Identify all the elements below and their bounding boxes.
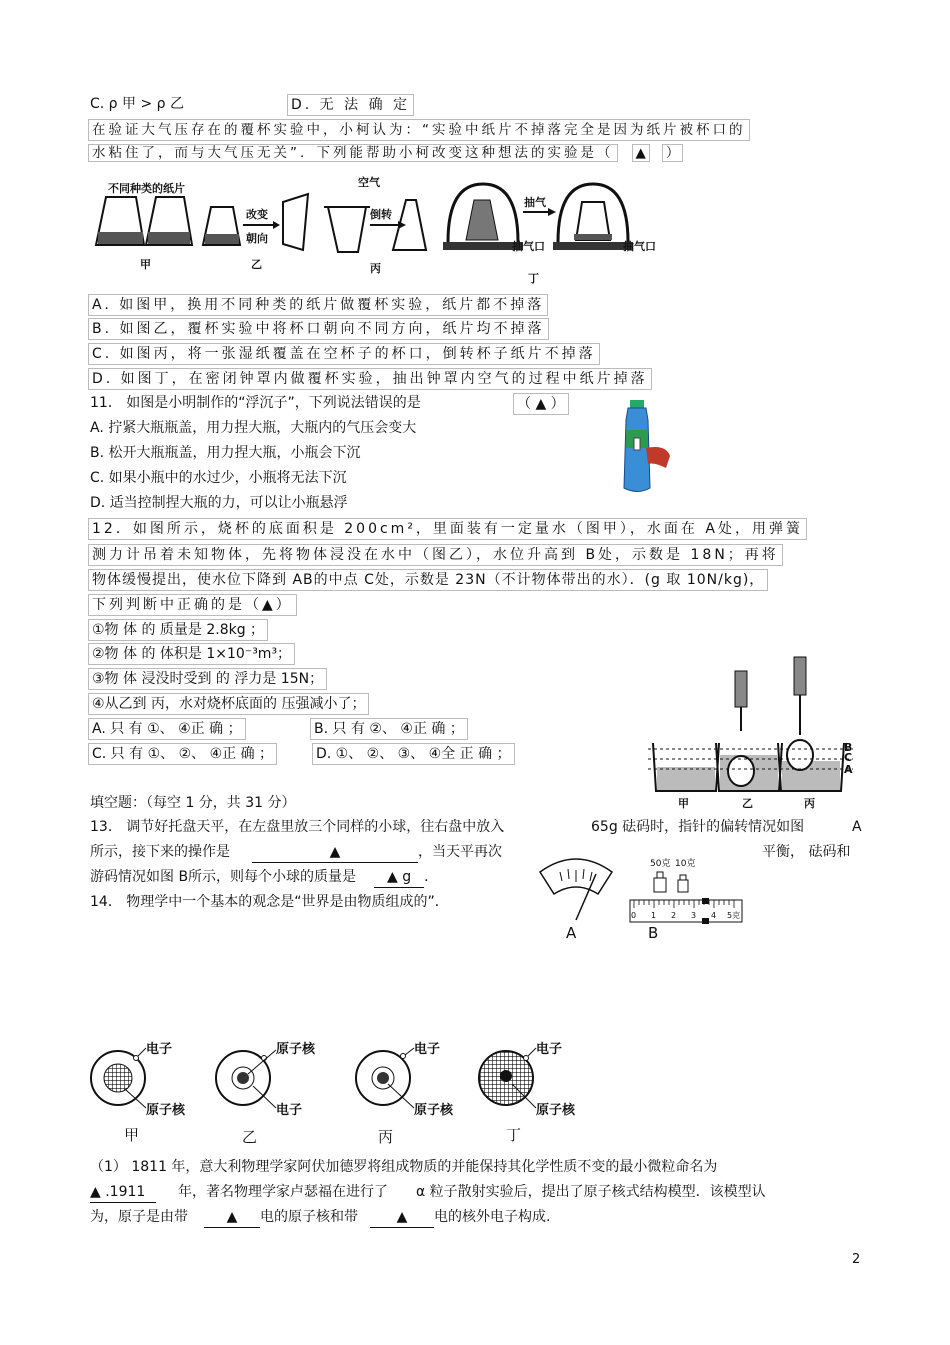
q11-option-a: A. 拧紧大瓶瓶盖，用力捏大瓶，大瓶内的气压会变大 [90, 420, 417, 436]
atom-jia: 甲 [124, 1126, 140, 1144]
label-outlet-1: 抽气口 [512, 240, 545, 253]
answer-blank-molecule[interactable]: ▲ .1911 [90, 1182, 156, 1203]
q13-when-balanced: ，当天平再次 [418, 844, 502, 860]
label-air: 空气 [358, 176, 380, 189]
q10-stem-line1: 在验证大气压存在的覆杯实验中，小柯认为：“实验中纸片不掉落完全是因为纸片被杯口的 [88, 119, 750, 141]
bing-nucleus-label: 原子核 [414, 1103, 454, 1118]
ruler-tick-0: 0 [631, 911, 637, 920]
q13-line2 [90, 842, 502, 863]
balance-figure [538, 852, 783, 942]
weight-50g-label: 50克 [650, 859, 671, 869]
q12-stem-line4: 下列判断中正确的是（▲） [88, 594, 297, 616]
q14-rutherford: 年，著名物理学家卢瑟福在进行了 [178, 1184, 388, 1200]
q14-part1-line2 [90, 1182, 766, 1203]
q12-option-a: A. 只 有 ①、 ④正 确 ； [88, 718, 246, 740]
ruler-tick-2: 2 [671, 911, 677, 920]
label-invert: 倒转 [370, 208, 392, 221]
q11-stem: 11． 如图是小明制作的“浮沉子”，下列说法错误的是 [90, 395, 421, 411]
q13-line1-cont: 65g 砝码时，指针的偏转情况如图 [591, 819, 805, 835]
q12-stem-line1: 12．如图所示，烧杯的底面积是 200cm²，里面装有一定量水（图甲），水面在 A处，用弹簧 [88, 518, 807, 540]
q12-option-b: B. 只 有 ②、 ④正 确 ； [310, 718, 468, 740]
q10-option-a: A. 如图甲，换用不同种类的纸片做覆杯实验，纸片都不掉落 [88, 294, 548, 316]
q12-stem-line3: 物体缓慢提出，使水位下降到 AB的中点 C处，示数是 23N（不计物体带出的水）．(g 取 10N/kg)， [88, 569, 768, 591]
bottle-figure [618, 400, 678, 495]
level-A: A [844, 763, 853, 776]
q13-operation-label: 所示，接下来的操作是 [90, 844, 230, 860]
option-d-undetermined: D. 无 法 确 定 [287, 94, 414, 116]
level-B: B [844, 741, 853, 754]
q12-statement-1: ①物 体 的 质量是 2.8kg ； [88, 619, 268, 641]
q10-figure [88, 172, 656, 287]
q13-period: ． [424, 869, 439, 885]
q14-part1-line1: （1） 1811 年，意大利物理学家阿伏加德罗将组成物质的并能保持其化学性质不变的最小微粒命名为 [90, 1159, 718, 1175]
ruler-tick-1: 1 [651, 911, 657, 920]
q14-atom-consists: 为，原子是由带 [90, 1209, 188, 1225]
beaker-jia: 甲 [678, 797, 689, 810]
q14-stem: 14． 物理学中一个基本的观念是“世界是由物质组成的”． [90, 894, 449, 910]
label-ding: 丁 [528, 272, 539, 285]
answer-blank-mass[interactable]: ▲ g [374, 867, 424, 888]
jia-nucleus-label: 原子核 [146, 1103, 186, 1118]
atom-ding: 丁 [506, 1126, 522, 1144]
bing-electron-label: 电子 [414, 1042, 441, 1057]
label-yi: 乙 [251, 258, 262, 271]
answer-blank-electron-charge[interactable]: ▲ [370, 1207, 434, 1228]
ruler-tick-5: 5克 [727, 911, 741, 920]
q10-stem-text: 水粘住了，而与大气压无关”．下列能帮助小柯改变这种想法的实验是（ [88, 144, 618, 162]
fig-label-B: B [648, 924, 659, 942]
q11-option-b: B. 松开大瓶瓶盖，用力捏大瓶，小瓶会下沉 [90, 445, 361, 461]
option-c-density: C. ρ 甲 > ρ 乙 [90, 96, 184, 112]
q14-electrons: 电的核外电子构成. [434, 1209, 551, 1225]
q10-stem-line2 [88, 143, 683, 163]
q12-option-c: C. 只 有 ①、 ②、 ④正 确 ； [88, 743, 277, 765]
weight-10g-label: 10克 [675, 859, 696, 869]
q12-stem-line2: 测力计吊着未知物体，先将物体浸没在水中（图乙），水位升高到 B处，示数是 18N；再将 [88, 544, 783, 566]
q10-option-b: B. 如图乙，覆杯实验中将杯口朝向不同方向，纸片均不掉落 [88, 318, 549, 340]
q13-ball-mass-label: 游码情况如图 B所示，则每个小球的质量是 [90, 869, 357, 885]
q12-statement-4: ④从乙到 丙，水对烧杯底面的 压强减小了； [88, 693, 369, 715]
q13-line3 [90, 867, 438, 888]
q14-nucleus-and: 电的原子核和带 [260, 1209, 358, 1225]
fill-in-heading: 填空题：（每空 1 分，共 31 分） [90, 795, 296, 811]
q14-part1-line3 [90, 1207, 550, 1228]
q11-option-c: C. 如果小瓶中的水过少，小瓶将无法下沉 [90, 470, 347, 486]
q10-option-d: D. 如图丁，在密闭钟罩内做覆杯实验，抽出钟罩内空气的过程中纸片掉落 [88, 368, 652, 390]
q12-statement-3: ③物 体 浸没时受到 的 浮力是 15N； [88, 668, 327, 690]
ding-nucleus-label: 原子核 [536, 1103, 576, 1118]
label-jia: 甲 [140, 258, 151, 271]
q11-option-d: D. 适当控制捏大瓶的力，可以让小瓶悬浮 [90, 495, 348, 511]
atom-models-figure [88, 1036, 588, 1146]
q13-line1: 13． 调节好托盘天平，在左盘里放三个同样的小球，往右盘中放入 [90, 819, 505, 835]
label-outlet-2: 抽气口 [623, 240, 656, 253]
beaker-figure [648, 655, 863, 810]
beaker-bing: 丙 [804, 797, 815, 810]
label-change: 改变 [246, 208, 268, 221]
ding-electron-label: 电子 [536, 1042, 563, 1057]
q12-statement-2: ②物 体 的 体积是 1×10⁻³m³； [88, 643, 295, 665]
q10-option-c: C. 如图丙，将一张湿纸覆盖在空杯子的杯口，倒转杯子纸片不掉落 [88, 343, 600, 365]
level-C: C [844, 751, 853, 764]
ruler-tick-3: 3 [691, 911, 697, 920]
page-number: 2 [852, 1252, 861, 1267]
q14-alpha: α 粒子散射实验后，提出了原子核式结构模型．该模型认 [416, 1184, 766, 1200]
atom-yi: 乙 [242, 1128, 258, 1146]
fig-label-A: A [566, 924, 577, 942]
q13-fig-ref-a: A [852, 819, 862, 835]
ruler-tick-4: 4 [711, 911, 717, 920]
q13-line2-cont: 平衡， 砝码和 [762, 844, 851, 860]
jia-electron-label: 电子 [146, 1042, 173, 1057]
q11-answer: （ ▲ ） [513, 393, 569, 415]
label-bing: 丙 [370, 262, 381, 275]
yi-electron-label: 电子 [276, 1103, 303, 1118]
label-pump: 抽气 [524, 196, 546, 209]
q12-option-d: D. ①、 ②、 ③、 ④全 正 确 ； [312, 743, 515, 765]
answer-triangle: ▲ [632, 144, 650, 162]
atom-bing: 丙 [378, 1128, 394, 1146]
label-paper-types: 不同种类的纸片 [108, 182, 185, 195]
label-direction: 朝向 [246, 232, 268, 245]
beaker-yi: 乙 [742, 797, 753, 810]
answer-blank-operation[interactable]: ▲ [252, 842, 418, 863]
yi-nucleus-label: 原子核 [276, 1042, 316, 1057]
q10-paren-close: ） [662, 144, 684, 162]
answer-blank-nucleus-charge[interactable]: ▲ [204, 1207, 260, 1228]
